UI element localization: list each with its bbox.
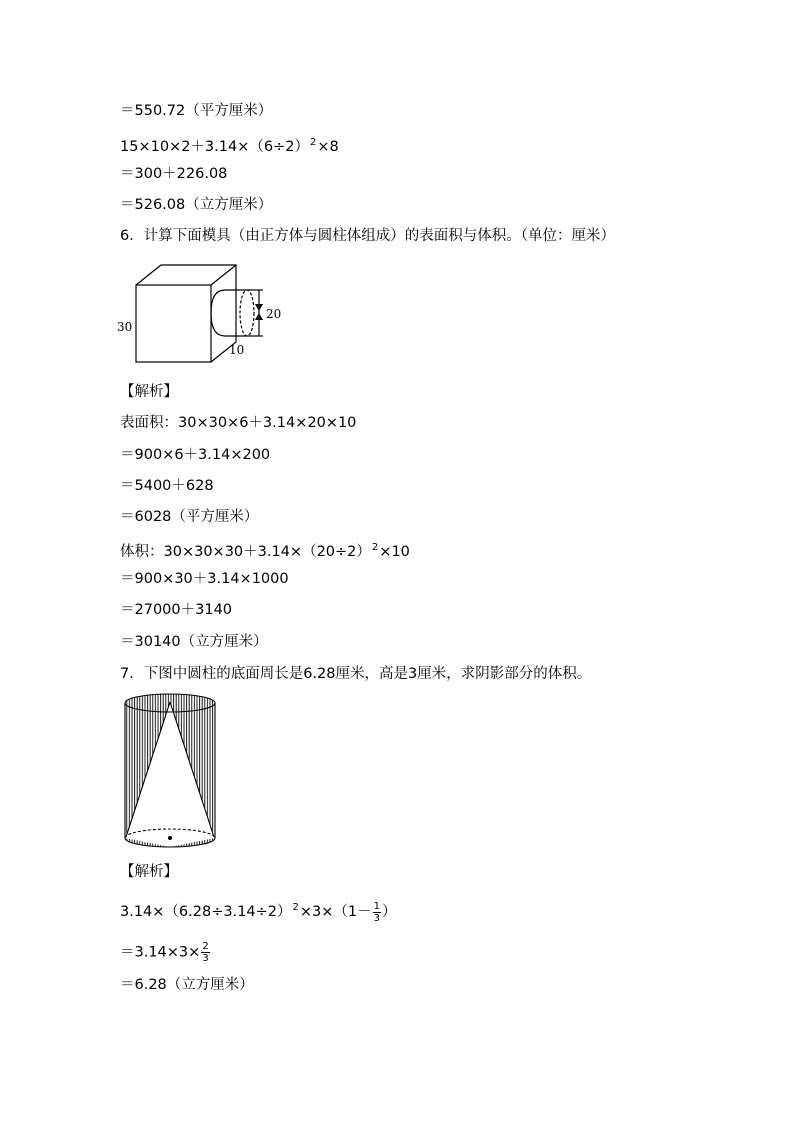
cube-top-right-edge	[211, 265, 236, 285]
label-length: 10	[229, 343, 245, 357]
cube-back-edges	[136, 265, 236, 362]
q6-volume-4: ＝30140（立方厘米）	[120, 634, 268, 650]
q7-step-2	[120, 941, 211, 964]
answer-line-2	[120, 133, 339, 157]
fraction-one-third	[373, 901, 381, 924]
question-6-title: 6．计算下面模具（由正方体与圆柱体组成）的表面积与体积。（单位：厘米）	[120, 228, 615, 244]
q6-volume-1-main: 体积：30×30×30＋3.14×（20÷2）	[120, 544, 371, 560]
q7-step-1-main: 3.14×（6.28÷3.14÷2）	[120, 904, 292, 920]
cube-cylinder-figure	[115, 262, 290, 367]
q6-surface-2: ＝900×6＋3.14×200	[120, 447, 271, 463]
dimension-arrow-down	[255, 304, 263, 311]
base-center-dot	[168, 836, 172, 840]
fraction-numerator: 1	[373, 900, 381, 912]
fraction-two-thirds	[201, 941, 209, 964]
cylinder-end-ellipse	[240, 290, 254, 336]
answer-line-1: ＝550.72（平方厘米）	[120, 103, 273, 119]
q7-analysis-label: 【解析】	[120, 864, 178, 880]
fraction-denominator: 3	[373, 912, 381, 924]
label-diameter: 20	[266, 307, 282, 321]
q7-step-3: ＝6.28（立方厘米）	[120, 977, 254, 993]
q7-step-1	[120, 898, 397, 924]
q6-volume-2: ＝900×30＋3.14×1000	[120, 571, 289, 587]
q6-volume-1	[120, 538, 410, 562]
label-side: 30	[117, 320, 133, 334]
q6-surface-3: ＝5400＋628	[120, 478, 214, 494]
answer-line-2-tail: ×8	[317, 139, 339, 155]
exponent: 2	[309, 137, 317, 148]
exponent: 2	[371, 542, 379, 553]
exponent: 2	[292, 902, 299, 913]
fraction-numerator: 2	[202, 941, 209, 952]
question-7-title: 7．下图中圆柱的底面周长是6.28厘米，高是3厘米，求阴影部分的体积。	[120, 666, 592, 682]
q6-volume-3: ＝27000＋3140	[120, 602, 233, 618]
q7-step-1-close: ）	[382, 904, 397, 920]
q6-surface-1: 表面积：30×30×6＋3.14×20×10	[120, 415, 357, 431]
cube-front-face	[136, 285, 211, 362]
q7-step-2-main: ＝3.14×3×	[120, 944, 201, 961]
q6-analysis-label: 【解析】	[120, 384, 178, 400]
q6-volume-1-tail: ×10	[379, 544, 410, 560]
answer-line-4: ＝526.08（立方厘米）	[120, 197, 273, 213]
q6-surface-4: ＝6028（平方厘米）	[120, 509, 259, 525]
answer-line-2-main: 15×10×2＋3.14×（6÷2）	[120, 139, 309, 155]
dimension-arrow-up	[255, 313, 263, 320]
answer-line-3: ＝300＋226.08	[120, 166, 228, 182]
q7-step-1-mid: ×3×（1－	[299, 904, 372, 920]
fraction-denominator: 3	[202, 953, 209, 964]
cylinder-cone-figure	[118, 692, 222, 854]
